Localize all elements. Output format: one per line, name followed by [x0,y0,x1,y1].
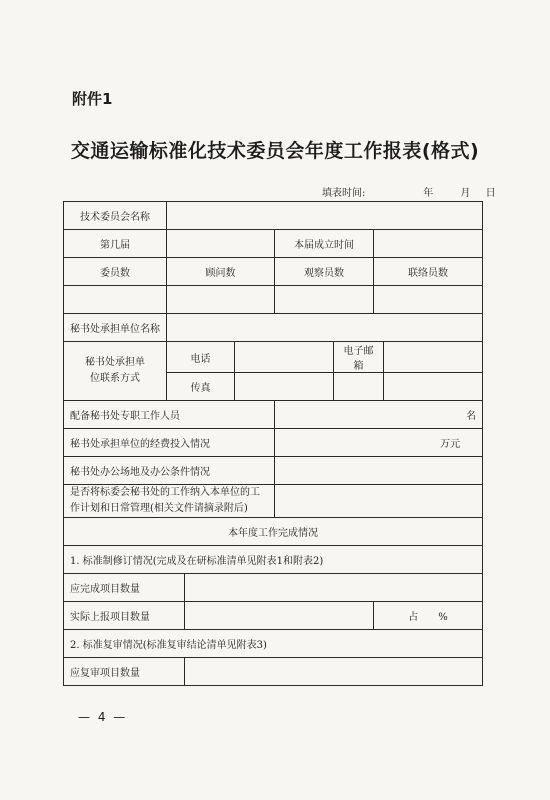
value-office[interactable] [275,457,483,485]
label-email: 电子邮箱 [334,342,384,373]
attachment-label: 附件1 [72,90,113,108]
value-reported[interactable] [185,602,374,630]
fill-month: 月 [460,188,471,199]
label-phone: 电话 [167,342,235,373]
value-should-complete[interactable] [185,574,483,602]
label-contact: 秘书处承担单位联系方式 [64,342,167,401]
fill-time-label: 填表时间: [322,188,366,199]
value-established[interactable] [374,230,483,258]
label-secretariat-unit: 秘书处承担单位名称 [64,314,167,342]
report-table [63,201,483,686]
label-review-count: 应复审项目数量 [64,658,185,686]
label-included: 是否将标委会秘书处的工作纳入本单位的工作计划和日常管理(相关文件请摘录附后) [64,485,275,518]
fill-time-row [322,184,496,199]
label-reported: 实际上报项目数量 [64,602,185,630]
value-liaisons[interactable] [374,286,483,314]
label-committee-name: 技术委员会名称 [64,202,167,230]
label-should-complete: 应完成项目数量 [64,574,185,602]
value-fax-extra[interactable] [334,373,384,401]
label-members: 委员数 [64,258,167,286]
value-advisors[interactable] [167,286,275,314]
page-number: — 4 — [78,710,128,724]
value-staff[interactable]: 名 [275,401,483,429]
fill-day: 日 [485,188,496,199]
label-staff: 配备秘书处专职工作人员 [64,401,275,429]
value-included[interactable] [275,485,483,518]
value-fax-extra2[interactable] [384,373,483,401]
section-2-heading: 2. 标准复审情况(标准复审结论清单见附表3) [64,630,483,658]
label-observers: 观察员数 [275,258,374,286]
value-observers[interactable] [275,286,374,314]
percent-sign: % [438,612,448,623]
report-title: 交通运输标准化技术委员会年度工作报表(格式) [70,140,480,162]
label-liaisons: 联络员数 [374,258,483,286]
section-1-heading: 1. 标准制修订情况(完成及在研标准清单见附表1和附表2) [64,546,483,574]
value-secretariat-unit[interactable] [167,314,483,342]
label-office: 秘书处办公场地及办公条件情况 [64,457,275,485]
value-email[interactable] [384,342,483,373]
value-committee-name[interactable] [167,202,483,230]
value-fax[interactable] [235,373,334,401]
value-review-count[interactable] [185,658,483,686]
fill-year: 年 [423,188,434,199]
value-members[interactable] [64,286,167,314]
annual-heading: 本年度工作完成情况 [64,518,483,546]
value-phone[interactable] [235,342,334,373]
label-funding: 秘书处承担单位的经费投入情况 [64,429,275,457]
label-advisors: 顾问数 [167,258,275,286]
label-session: 第几届 [64,230,167,258]
label-established: 本届成立时间 [275,230,374,258]
value-funding[interactable]: 万元 [275,429,483,457]
value-ratio[interactable] [374,602,483,630]
ratio-label: 占 [408,612,419,623]
label-fax: 传真 [167,373,235,401]
value-session[interactable] [167,230,275,258]
